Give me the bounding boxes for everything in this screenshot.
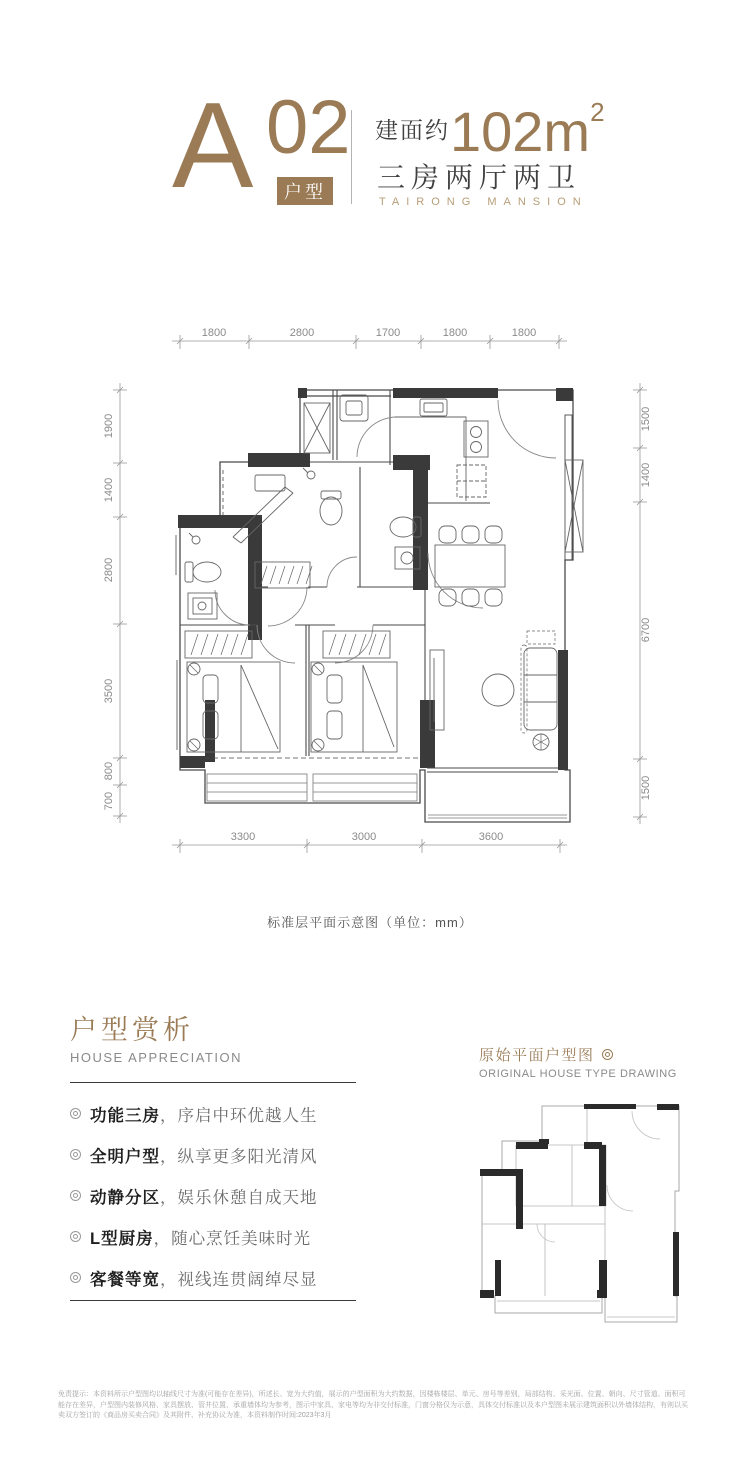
list-item [70, 1093, 390, 1134]
svg-text:1800: 1800 [511, 327, 537, 339]
svg-text:1400: 1400 [640, 462, 652, 488]
dining-furniture [435, 526, 505, 606]
list-item [70, 1216, 390, 1257]
door-arcs [215, 400, 556, 663]
bullseye-icon [70, 1149, 81, 1160]
svg-text:6700: 6700 [640, 617, 652, 643]
plan-caption: 标准层平面示意图（单位：mm） [267, 915, 473, 930]
floor-plan [95, 325, 665, 885]
dimension-top-labels [202, 327, 536, 339]
outer-walls [176, 390, 573, 822]
ensuite-fixtures [185, 533, 221, 619]
bullet-title: 动静分区 [90, 1188, 160, 1207]
thumb-structural [480, 1104, 679, 1298]
svg-text:1900: 1900 [103, 413, 115, 439]
bullet-desc: ，纵享更多阳光清风 [160, 1147, 318, 1166]
unit-number: 02 [266, 85, 351, 170]
header-divider [351, 110, 352, 204]
bullseye-icon [602, 1049, 613, 1060]
bullet-desc: ，娱乐休憩自成天地 [160, 1188, 318, 1207]
bullseye-icon [70, 1108, 81, 1119]
disclaimer-text: 免责提示：本资料所示户型图均以轴线尺寸为准(可能存在差异)，所述长、宽为大约值，展示的户型面积为大约数据，因楼栋楼层、单元、房号等差别，局部结构、采光面、位置、朝向、尺寸管道、面积可能存在差异，户型图内装修风格、家具摆放、管井位置、承重墙体均为参考，图示中家具、家电等均为非交付标准，门窗分格仅为示意，具体交付标准以及本户型图未展示建筑面积以外墙体结构，有则以买卖双方签订的《商品房买卖合同》及其附件、补充协议为准，本资料制作时间:2023年3月 [58, 1391, 688, 1419]
svg-text:1500: 1500 [640, 406, 652, 432]
thumb-outline [482, 1106, 679, 1322]
living-furniture [430, 631, 557, 750]
dimension-left-labels [103, 414, 115, 810]
layout-text: 三房两厅两卫 [377, 162, 582, 193]
bullet-title: 功能三房 [90, 1106, 160, 1125]
area-superscript: 2 [590, 97, 605, 127]
svg-text:700: 700 [103, 791, 115, 811]
svg-text:2800: 2800 [103, 557, 115, 583]
bullet-title: L型厨房 [90, 1229, 154, 1248]
dimension-right [633, 383, 647, 824]
bullseye-icon [70, 1231, 81, 1242]
appreciation-title: 户型赏析 [70, 1015, 194, 1045]
bullseye-icon [70, 1190, 81, 1201]
svg-text:1800: 1800 [201, 327, 227, 339]
svg-text:1500: 1500 [640, 775, 652, 801]
utility-fixtures [304, 395, 583, 552]
bullet-title: 全明户型 [90, 1147, 160, 1166]
bullet-desc: ，视线连贯阔绰尽显 [160, 1270, 318, 1289]
list-item [70, 1175, 390, 1216]
appreciation-subtitle: HOUSE APPRECIATION [70, 1050, 242, 1065]
bullet-title: 客餐等宽 [90, 1270, 160, 1289]
dimension-right-labels [640, 407, 652, 800]
appreciation-list [70, 1093, 390, 1298]
area-value: 102m [450, 100, 591, 163]
svg-text:2800: 2800 [289, 327, 315, 339]
dimension-bottom-labels [231, 831, 503, 843]
structural-walls [178, 388, 573, 770]
svg-text:1700: 1700 [375, 327, 401, 339]
unit-type-badge: 户型 [277, 177, 333, 205]
second-bedroom-furniture [311, 631, 397, 752]
svg-text:3300: 3300 [230, 831, 256, 843]
thumb-interior [482, 1106, 675, 1317]
bullet-desc: ，序启中环优越人生 [160, 1106, 318, 1125]
original-plan-title-text: 原始平面户型图 [479, 1047, 595, 1064]
dimension-left [113, 383, 127, 823]
kitchen-fixtures [395, 399, 488, 501]
svg-text:3000: 3000 [351, 831, 377, 843]
dimension-top [172, 335, 567, 349]
bathroom-fixtures [303, 468, 421, 569]
list-item [70, 1257, 390, 1298]
small-bedroom-furniture [233, 475, 312, 588]
svg-text:1400: 1400 [103, 477, 115, 503]
interior-walls [180, 390, 558, 772]
area-prefix: 建面约 [375, 117, 450, 143]
area-line [375, 99, 605, 164]
bullet-desc: ，随心烹饪美味时光 [153, 1229, 312, 1248]
bullseye-icon [70, 1272, 81, 1283]
divider-line-bottom [70, 1300, 356, 1301]
original-plan-thumbnail [477, 1100, 689, 1330]
svg-text:3600: 3600 [478, 831, 504, 843]
svg-text:800: 800 [103, 761, 115, 781]
original-plan-subtitle: ORIGINAL HOUSE TYPE DRAWING [479, 1068, 677, 1080]
list-item [70, 1134, 390, 1175]
divider-line-top [70, 1082, 356, 1083]
windows [207, 774, 567, 818]
svg-text:1800: 1800 [442, 327, 468, 339]
unit-letter: A [172, 77, 252, 213]
brand-name: TAIRONG MANSION [379, 196, 588, 208]
original-plan-title [479, 1044, 613, 1065]
svg-text:3500: 3500 [103, 678, 115, 704]
